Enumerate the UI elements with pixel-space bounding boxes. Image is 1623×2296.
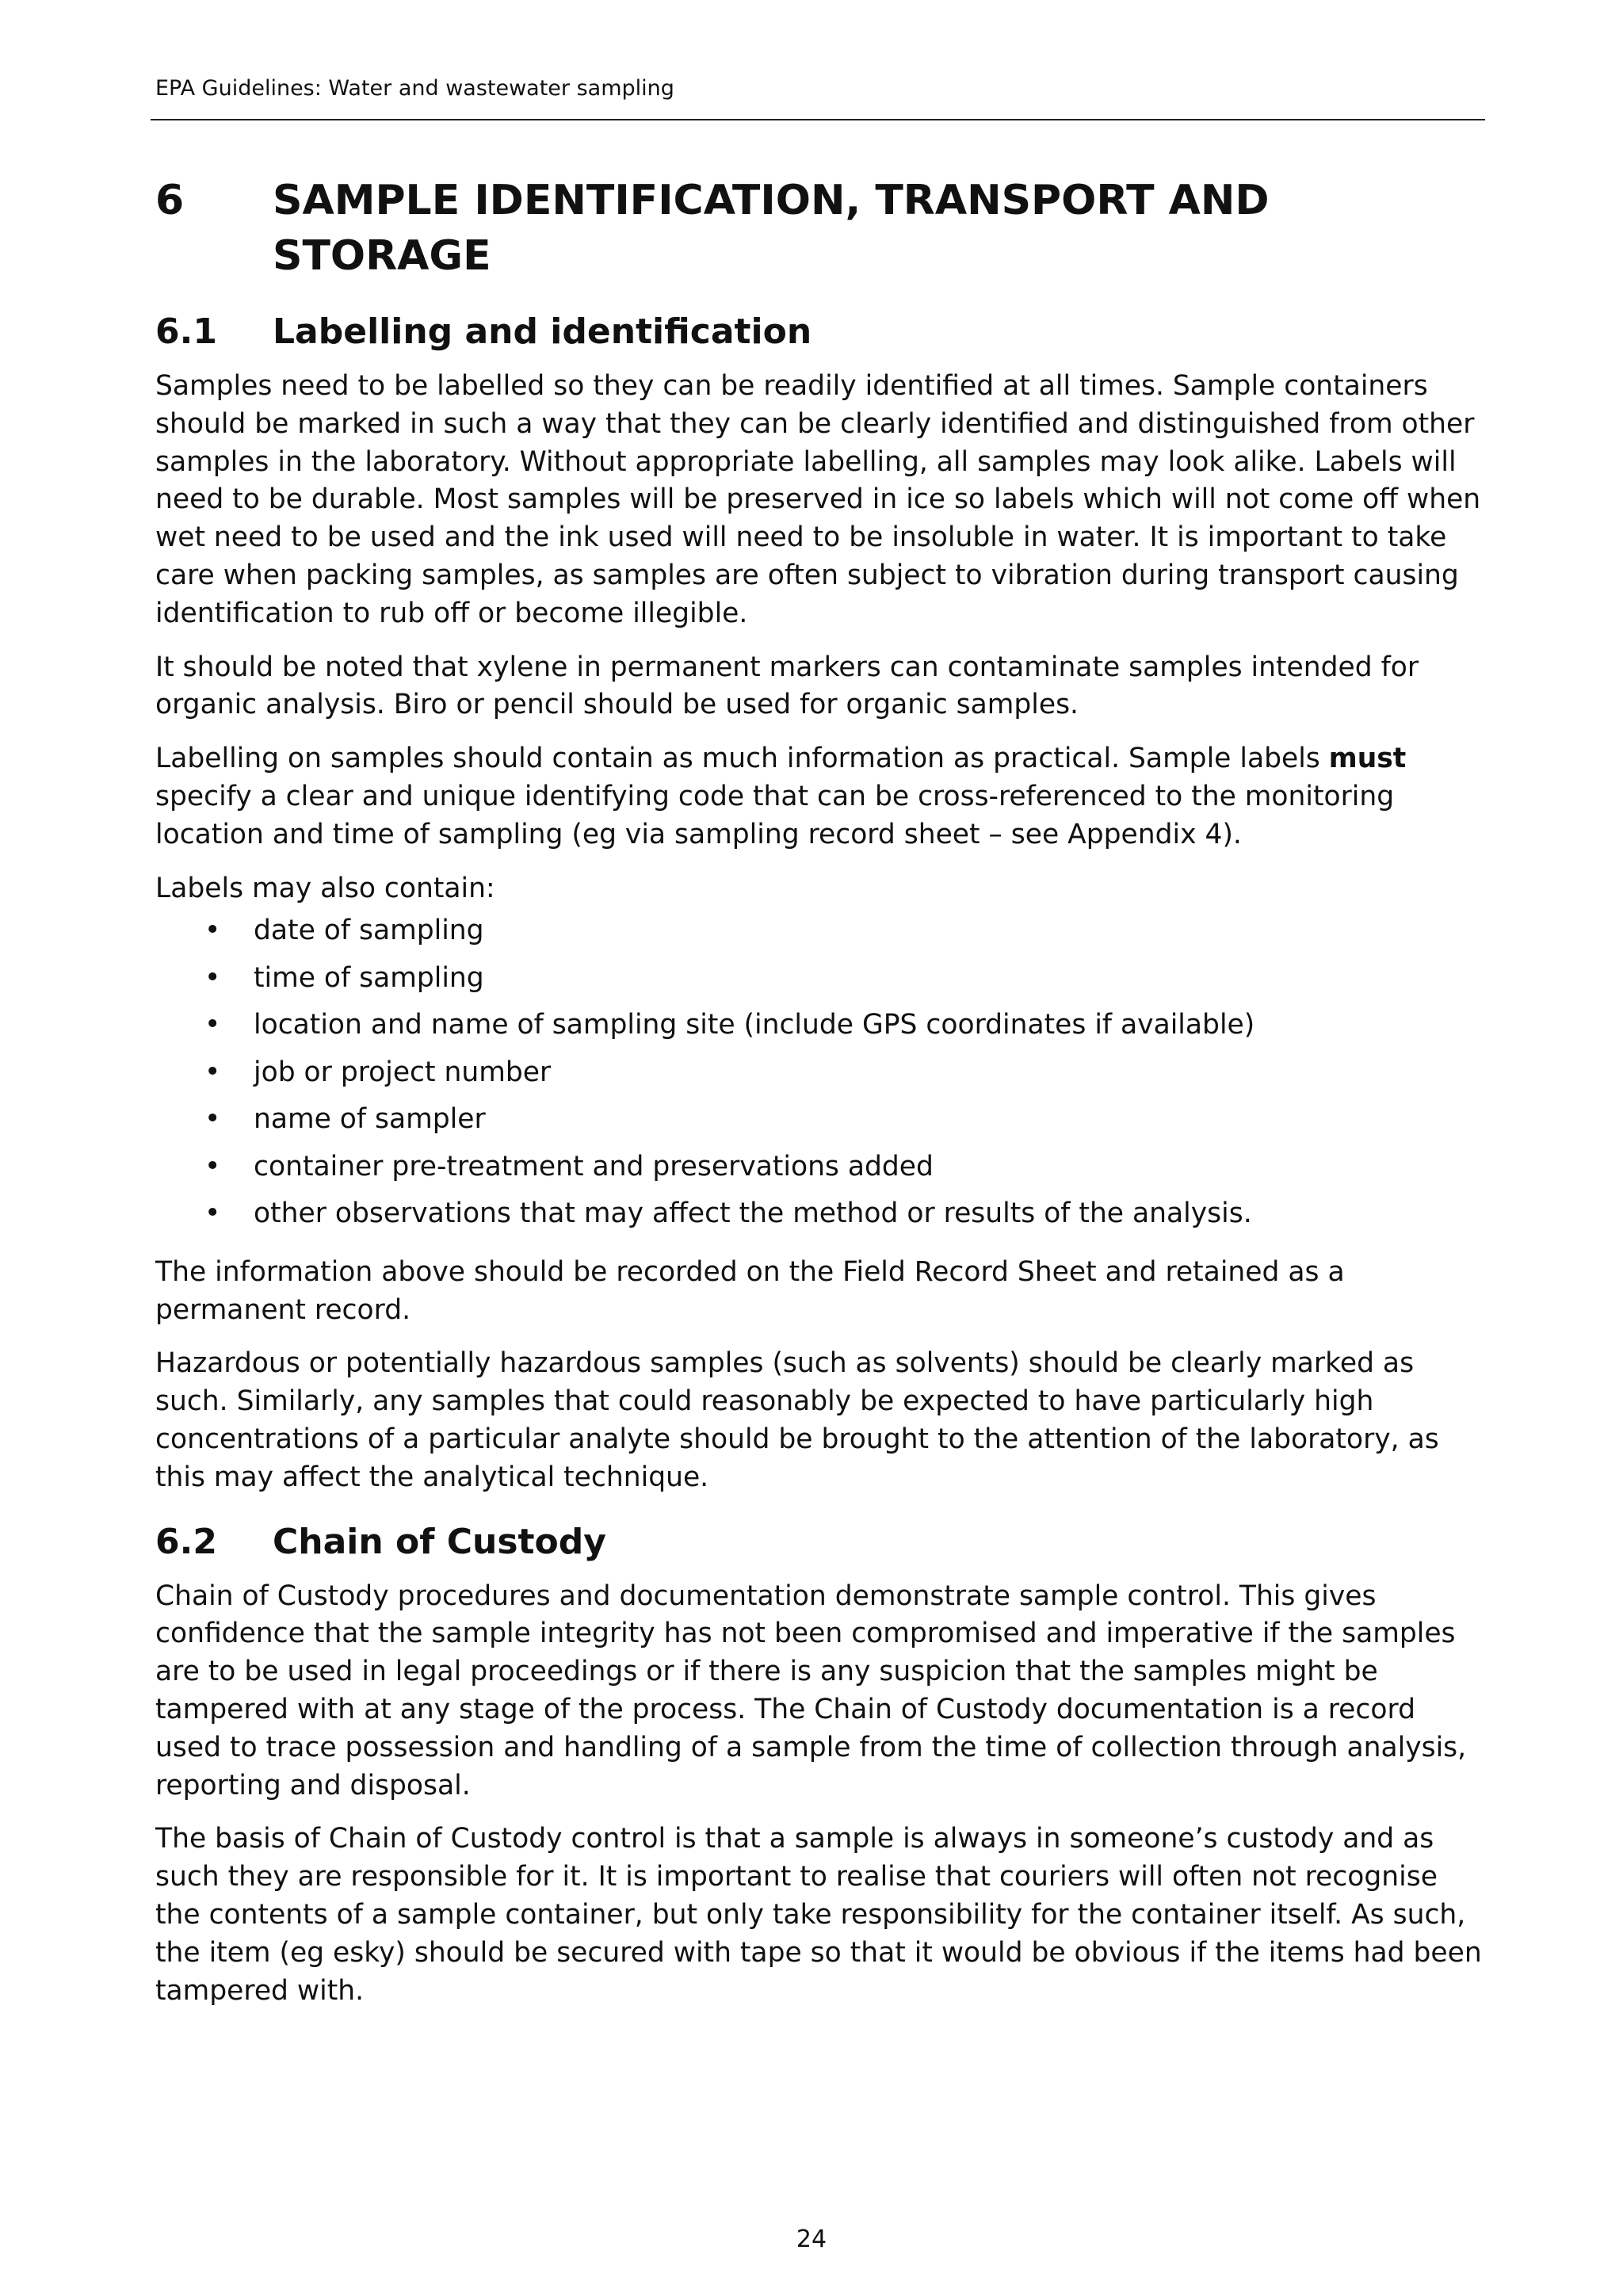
- list-item: [155, 1002, 1487, 1049]
- list-item-text: time of sampling: [254, 961, 484, 994]
- bullet-icon: •: [204, 961, 221, 994]
- list-intro: Labels may also contain:: [155, 872, 495, 904]
- paragraph: [155, 740, 1487, 854]
- bullet-icon: •: [204, 1198, 221, 1230]
- list-item: [155, 1190, 1487, 1238]
- chapter-title: SAMPLE IDENTIFICATION, TRANSPORT AND STORAGE: [273, 177, 1270, 280]
- list-item-text: date of sampling: [254, 915, 484, 947]
- section-heading-6-2: [155, 1518, 1487, 1567]
- list-item: [155, 907, 1487, 955]
- list-item-text: job or project number: [254, 1056, 552, 1088]
- paragraph: Samples need to be labelled so they can be readily identified at all times. Sample containers should be marked in such a way that they can be clearly identified and distinguished from other samples in the laboratory. Without appropriate labelling, all samples may look alike. Labels will need to be durable. Most samples will be preserved in ice so labels which will not come off when wet need to be used and the ink used will need to be insoluble in water. It is important to take care when packing samples, as samples are often subject to vibration during transport causing identification to rub off or become illegible.: [155, 370, 1481, 629]
- bullet-icon: •: [204, 1103, 221, 1136]
- paragraph: It should be noted that xylene in permanent markers can contaminate samples intended for organic analysis. Biro or pencil should be used for organic samples.: [155, 651, 1419, 721]
- paragraph: Hazardous or potentially hazardous samples (such as solvents) should be clearly marked as such. Similarly, any samples that could reasonably be expected to have particularly high concentrations of a particular analyte should be brought to the attention of the laboratory, as this may affect the analytical technique.: [155, 1347, 1439, 1493]
- paragraph: The information above should be recorded on the Field Record Sheet and retained as a permanent record.: [155, 1255, 1345, 1326]
- paragraph: The basis of Chain of Custody control is that a sample is always in someone’s custody and as such they are responsible for it. It is important to realise that couriers will often not recognise the contents of a sample container, but only take responsibility for the container itself. As such, the item (eg esky) should be secured with tape so that it would be obvious if the items had been tampered with.: [155, 1823, 1482, 2007]
- bullet-icon: •: [204, 915, 221, 947]
- list-item: [155, 1096, 1487, 1144]
- bullet-icon: •: [204, 1056, 221, 1088]
- list-item-text: other observations that may affect the method or results of the analysis.: [254, 1198, 1252, 1230]
- paragraph-text: Labelling on samples should contain as much information as practical. Sample labels: [155, 743, 1329, 775]
- chapter-heading: [155, 173, 1487, 284]
- section-heading-6-1: [155, 308, 1487, 357]
- label-contents-list: [155, 907, 1487, 1238]
- list-item: [155, 955, 1487, 1003]
- paragraph: Chain of Custody procedures and documentation demonstrate sample control. This gives confidence that the sample integrity has not been compromised and imperative if the samples are to be used in legal proceedings or if there is any suspicion that the samples might be tampered with at any stage of the process. The Chain of Custody documentation is a record used to trace possession and handling of a sample from the time of collection through analysis, reporting and disposal.: [155, 1580, 1467, 1801]
- section-title: Labelling and identification: [273, 311, 812, 352]
- list-item-text: location and name of sampling site (include GPS coordinates if available): [254, 1009, 1255, 1041]
- section-number: 6.2: [155, 1521, 217, 1562]
- bullet-icon: •: [204, 1009, 221, 1041]
- list-item: [155, 1049, 1487, 1097]
- list-item: [155, 1144, 1487, 1191]
- running-header: EPA Guidelines: Water and wastewater sampling: [155, 76, 674, 101]
- page-content: [155, 173, 1487, 2026]
- header-rule: [151, 119, 1485, 120]
- list-item-text: name of sampler: [254, 1103, 486, 1136]
- list-item-text: container pre-treatment and preservations added: [254, 1150, 934, 1182]
- bullet-icon: •: [204, 1150, 221, 1182]
- section-title: Chain of Custody: [273, 1521, 606, 1562]
- chapter-number: 6: [155, 177, 185, 224]
- section-number: 6.1: [155, 311, 217, 352]
- page-number: 24: [796, 2225, 827, 2253]
- paragraph-text: specify a clear and unique identifying code that can be cross-referenced to the monitoring location and time of sampling (eg via sampling record sheet – see Appendix 4).: [155, 780, 1395, 850]
- emphasis-text: must: [1328, 743, 1407, 775]
